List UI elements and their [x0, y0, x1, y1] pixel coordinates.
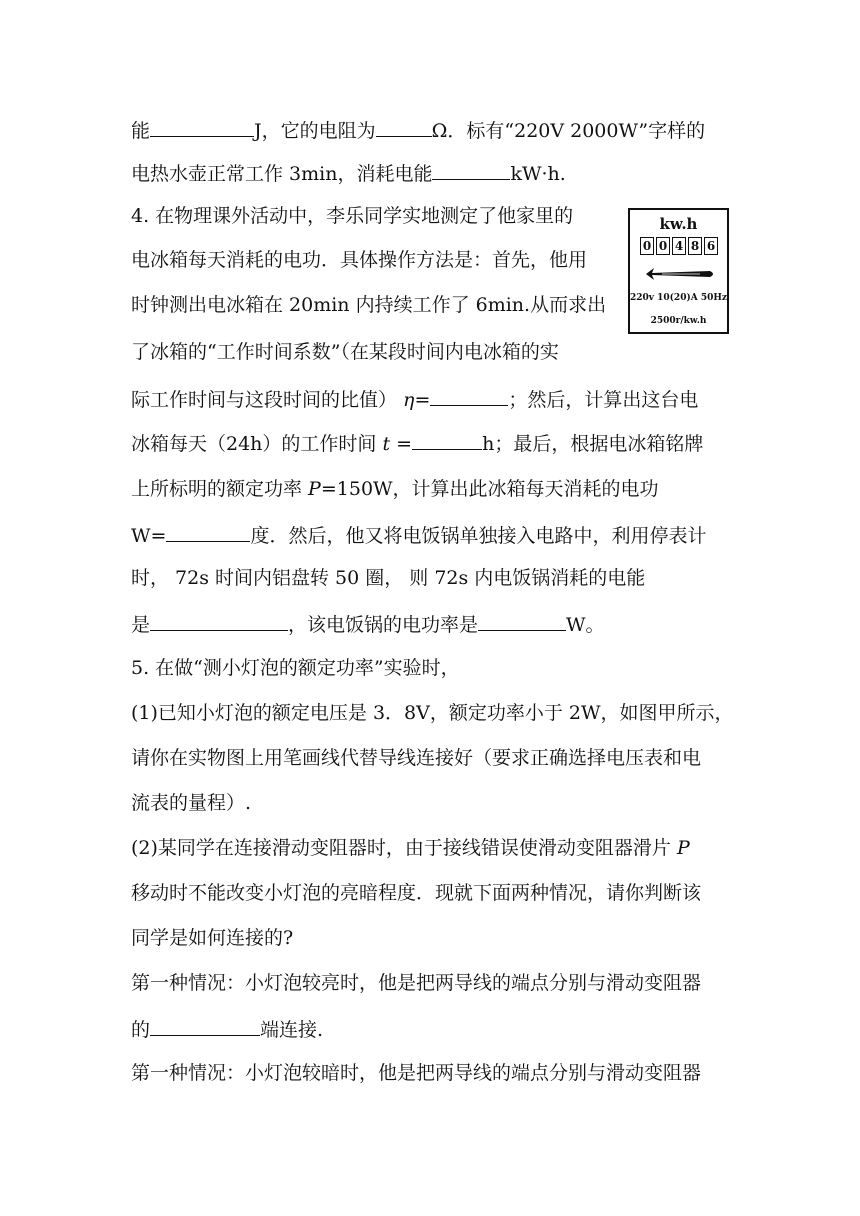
text-line: 请你在实物图上用笔画线代替导线连接好（要求正确选择电压表和电	[131, 747, 702, 769]
meter-rating: 220v 10(20)A 50Hz	[630, 293, 727, 303]
text-line: (2)某同学在连接滑动变阻器时，由于接线错误使滑动变阻器滑片 P	[131, 837, 690, 859]
text-line: 第一种情况：小灯泡较亮时，他是把两导线的端点分别与滑动变阻器	[131, 972, 702, 994]
text-line: 是 ，该电饭锅的电功率是 W。	[131, 610, 605, 638]
answer-blank[interactable]	[166, 521, 250, 542]
text-line: 上所标明的额定功率 P=150W，计算出此冰箱每天消耗的电功	[131, 478, 659, 500]
meter-digit: 8	[688, 237, 702, 255]
rotating-disc-icon	[640, 265, 720, 283]
answer-blank[interactable]	[150, 1015, 260, 1036]
question-5-start: 5. 在做“测小灯泡的额定功率”实验时，	[131, 657, 460, 679]
text-line: 了冰箱的“工作时间系数”（在某段时间内电冰箱的实	[131, 341, 559, 363]
text-line: 的 端连接.	[131, 1015, 323, 1043]
text-line: 同学是如何连接的?	[131, 927, 294, 949]
text-line: 时钟测出电冰箱在 20min 内持续工作了 6min.从而求出	[131, 294, 607, 316]
question-4-start: 4. 在物理课外活动中，李乐同学实地测定了他家里的	[131, 205, 574, 227]
text-line: 际工作时间与这段时间的比值） η= ；然后，计算出这台电	[131, 385, 698, 413]
text-line: 电热水壶正常工作 3min，消耗电能 kW·h.	[131, 159, 566, 187]
meter-digit: 4	[672, 237, 686, 255]
text-line: 时， 72s 时间内铝盘转 50 圈， 则 72s 内电饭锅消耗的电能	[131, 567, 646, 589]
answer-blank[interactable]	[432, 159, 510, 180]
text-line: 电冰箱每天消耗的电功．具体操作方法是：首先，他用	[131, 249, 588, 271]
meter-digit: 6	[704, 237, 718, 255]
meter-revolutions: 2500r/kw.h	[650, 316, 707, 326]
answer-blank[interactable]	[430, 385, 508, 406]
text-line: 移动时不能改变小灯泡的亮暗程度．现就下面两种情况，请你判断该	[131, 882, 702, 904]
answer-blank[interactable]	[150, 610, 288, 631]
text-line: 流表的量程）.	[131, 792, 252, 814]
text-line: W= 度．然后，他又将电饭锅单独接入电路中，利用停表计	[131, 521, 706, 549]
answer-blank[interactable]	[478, 610, 566, 631]
answer-blank[interactable]	[150, 116, 254, 137]
text-line: 第一种情况：小灯泡较暗时，他是把两导线的端点分别与滑动变阻器	[131, 1062, 702, 1084]
energy-meter-figure	[628, 208, 729, 334]
meter-digit: 0	[656, 237, 670, 255]
answer-blank[interactable]	[412, 429, 482, 450]
answer-blank[interactable]	[376, 116, 432, 137]
meter-digits	[640, 237, 718, 255]
meter-unit-label: kw.h	[659, 215, 698, 233]
text-line: 能 J，它的电阻为 Ω．标有“220V 2000W”字样的	[131, 116, 705, 144]
text-line: 冰箱每天（24h）的工作时间 t = h；最后，根据电冰箱铭牌	[131, 429, 703, 457]
meter-digit: 0	[640, 237, 654, 255]
text-line: (1)已知小灯泡的额定电压是 3．8V，额定功率小于 2W，如图甲所示，	[131, 702, 734, 724]
